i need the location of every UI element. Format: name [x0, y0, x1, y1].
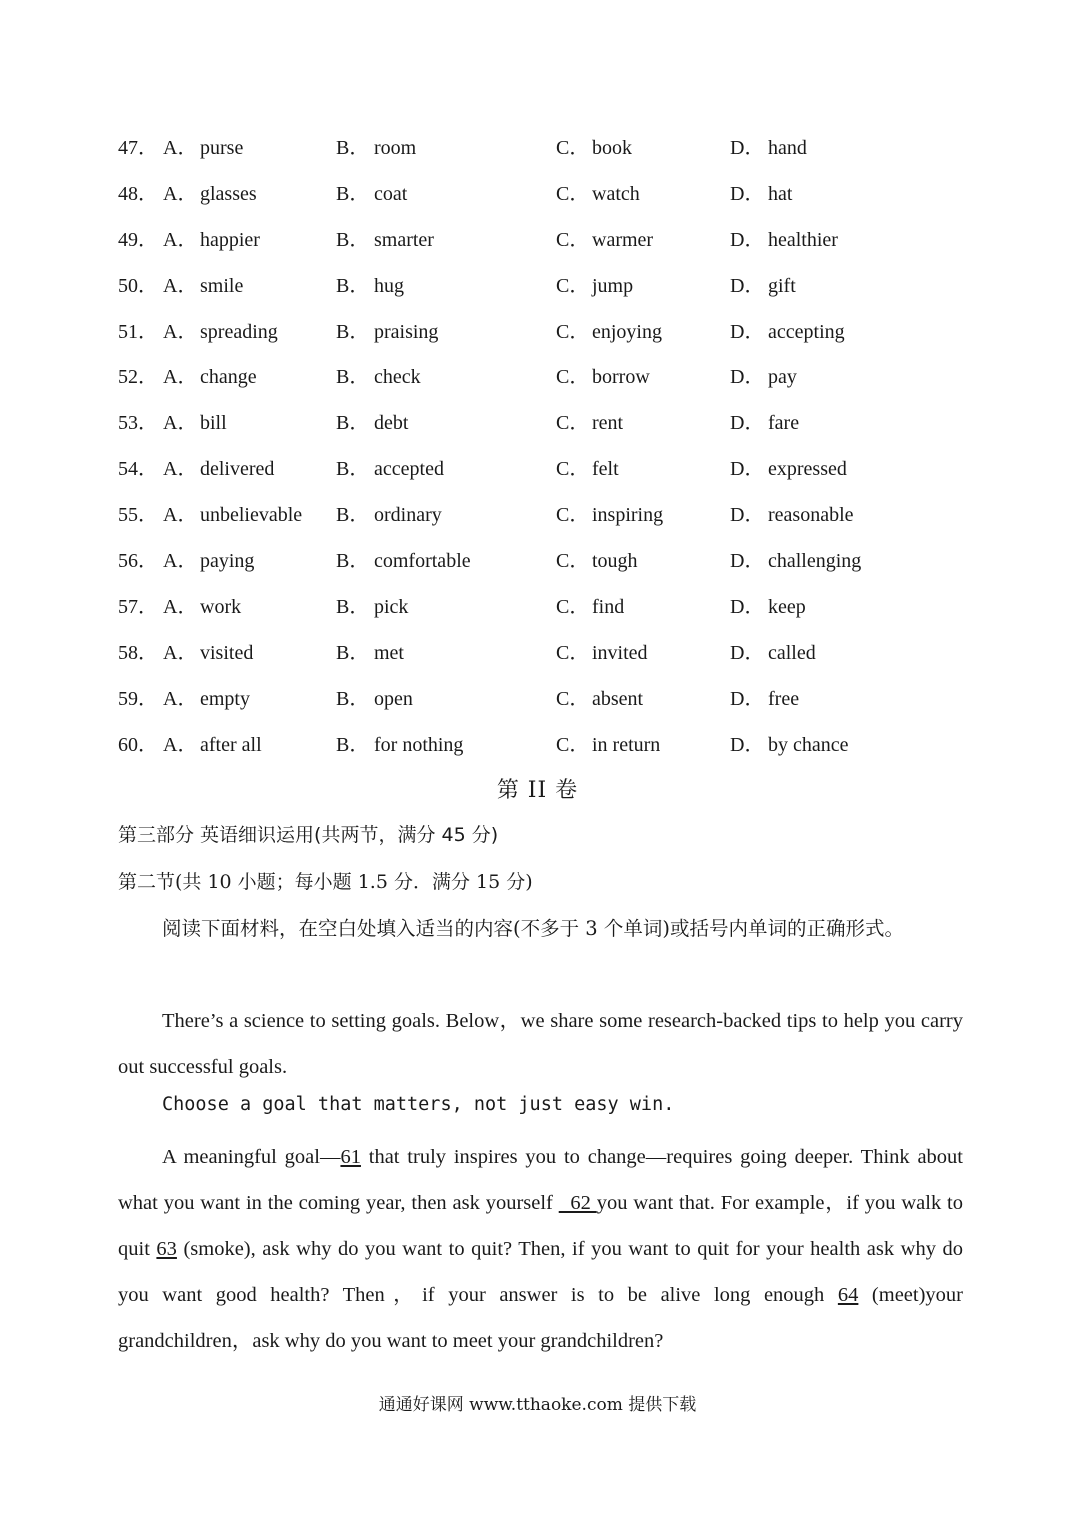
- option-d: healthier: [768, 228, 838, 251]
- question-number: 48．: [118, 182, 158, 205]
- option-letter-c: C．: [556, 274, 590, 297]
- text-segment: A meaningful goal—: [162, 1146, 341, 1168]
- question-row: [118, 590, 968, 636]
- option-a: visited: [200, 641, 254, 664]
- option-c: rent: [592, 412, 624, 435]
- question-number: 60．: [118, 733, 158, 756]
- option-c: jump: [592, 274, 634, 297]
- option-b: pick: [374, 595, 409, 618]
- option-letter-d: D．: [730, 550, 765, 573]
- text-segment: (meet)your grandchildren，ask why do you want to meet your grandchildren?: [118, 1284, 963, 1352]
- option-d: gift: [768, 274, 796, 297]
- option-d: challenging: [768, 550, 862, 573]
- option-c: in return: [592, 733, 661, 756]
- option-c: book: [592, 137, 632, 159]
- option-letter-a: A．: [163, 137, 198, 159]
- option-b: check: [374, 366, 421, 389]
- option-b: debt: [374, 412, 409, 435]
- option-c: find: [592, 595, 625, 618]
- question-row: [118, 360, 968, 406]
- option-c: borrow: [592, 366, 650, 389]
- option-letter-d: D．: [730, 182, 765, 205]
- question-row: [118, 498, 968, 544]
- option-d: keep: [768, 595, 806, 618]
- option-letter-d: D．: [730, 595, 765, 618]
- option-letter-d: D．: [730, 733, 765, 756]
- option-letter-b: B．: [336, 228, 370, 251]
- option-letter-a: A．: [163, 320, 198, 343]
- option-b: ordinary: [374, 504, 442, 527]
- question-number: 56．: [118, 550, 158, 573]
- option-c: watch: [592, 182, 640, 205]
- question-row: [118, 544, 968, 590]
- question-row: [118, 452, 968, 498]
- option-b: room: [374, 137, 417, 159]
- option-letter-b: B．: [336, 137, 370, 159]
- option-d: free: [768, 687, 800, 710]
- option-a: purse: [200, 137, 244, 159]
- option-letter-a: A．: [163, 504, 198, 527]
- option-letter-c: C．: [556, 595, 590, 618]
- option-a: smile: [200, 274, 244, 297]
- blank-62: 62: [558, 1192, 597, 1214]
- option-b: praising: [374, 320, 439, 343]
- question-row: [118, 269, 968, 315]
- option-b: for nothing: [374, 733, 464, 756]
- option-letter-a: A．: [163, 641, 198, 664]
- passage-paragraph-1: There’s a science to setting goals. Below，we share some research-backed tips to help you carry out successful goals.: [118, 1010, 963, 1078]
- option-a: unbelievable: [200, 504, 303, 527]
- option-c: invited: [592, 641, 648, 664]
- option-letter-d: D．: [730, 320, 765, 343]
- option-d: pay: [768, 366, 797, 389]
- question-number: 51．: [118, 320, 158, 343]
- option-letter-c: C．: [556, 182, 590, 205]
- option-letter-c: C．: [556, 228, 590, 251]
- blank-63: 63: [156, 1238, 177, 1260]
- option-letter-a: A．: [163, 595, 198, 618]
- question-row: [118, 223, 968, 269]
- option-c: inspiring: [592, 504, 664, 527]
- option-letter-b: B．: [336, 458, 370, 481]
- option-a: spreading: [200, 320, 278, 343]
- option-letter-c: C．: [556, 458, 590, 481]
- question-number: 54．: [118, 458, 158, 481]
- option-d: hand: [768, 137, 807, 159]
- question-number: 55．: [118, 504, 158, 527]
- blank-61: 61: [340, 1146, 361, 1168]
- option-letter-a: A．: [163, 412, 198, 435]
- option-b: smarter: [374, 228, 434, 251]
- option-letter-b: B．: [336, 412, 370, 435]
- option-d: expressed: [768, 458, 847, 481]
- section-title: 第 II 卷: [496, 778, 579, 803]
- question-number: 47．: [118, 137, 158, 159]
- option-b: comfortable: [374, 550, 471, 573]
- question-row: [118, 728, 968, 774]
- option-letter-a: A．: [163, 228, 198, 251]
- option-d: hat: [768, 182, 793, 205]
- option-a: paying: [200, 550, 255, 573]
- question-row: [118, 636, 968, 682]
- text-segment: that truly inspires you to change—requires going deeper. Think about what you want in the coming year, then ask yourself: [118, 1146, 963, 1214]
- question-row: [118, 315, 968, 361]
- question-row: [118, 177, 968, 223]
- answer-options: [118, 131, 968, 773]
- option-letter-b: B．: [336, 182, 370, 205]
- option-letter-d: D．: [730, 137, 765, 159]
- option-letter-a: A．: [163, 182, 198, 205]
- option-letter-d: D．: [730, 458, 765, 481]
- option-a: after all: [200, 733, 262, 756]
- option-letter-d: D．: [730, 641, 765, 664]
- option-letter-a: A．: [163, 274, 198, 297]
- option-d: by chance: [768, 733, 849, 756]
- option-letter-c: C．: [556, 641, 590, 664]
- instructions: 阅读下面材料，在空白处填入适当的内容(不多于 3 个单词)或括号内单词的正确形式。: [162, 917, 905, 940]
- option-letter-d: D．: [730, 412, 765, 435]
- option-letter-a: A．: [163, 366, 198, 389]
- question-number: 50．: [118, 274, 158, 297]
- option-letter-d: D．: [730, 228, 765, 251]
- option-a: glasses: [200, 182, 257, 205]
- option-a: happier: [200, 228, 260, 251]
- option-letter-b: B．: [336, 641, 370, 664]
- option-letter-b: B．: [336, 550, 370, 573]
- sub-title: 第二节(共 10 小题；每小题 1.5 分．满分 15 分): [118, 871, 533, 893]
- option-letter-c: C．: [556, 550, 590, 573]
- option-letter-c: C．: [556, 320, 590, 343]
- question-row: [118, 682, 968, 728]
- option-letter-c: C．: [556, 504, 590, 527]
- option-d: reasonable: [768, 504, 854, 527]
- question-row: [118, 406, 968, 452]
- option-a: work: [200, 595, 242, 618]
- option-c: absent: [592, 687, 644, 710]
- option-a: delivered: [200, 458, 275, 481]
- option-letter-c: C．: [556, 366, 590, 389]
- question-row: [118, 131, 968, 177]
- question-number: 57．: [118, 595, 158, 618]
- part-title: 第三部分 英语细识运用(共两节，满分 45 分): [118, 824, 499, 846]
- option-letter-b: B．: [336, 274, 370, 297]
- question-number: 53．: [118, 412, 158, 435]
- footer: 通通好课网 www.tthaoke.com 提供下载: [378, 1395, 697, 1415]
- option-c: felt: [592, 458, 619, 481]
- option-letter-b: B．: [336, 366, 370, 389]
- question-number: 52．: [118, 366, 158, 389]
- option-letter-b: B．: [336, 504, 370, 527]
- option-b: met: [374, 641, 404, 664]
- option-letter-c: C．: [556, 137, 590, 159]
- question-number: 59．: [118, 687, 158, 710]
- question-number: 58．: [118, 641, 158, 664]
- text-segment: (smoke), ask why do you want to quit? Then, if you want to quit for your health ask why do you want good health? Then，if your answer is to be alive long enough: [118, 1238, 963, 1306]
- option-c: enjoying: [592, 320, 662, 343]
- option-letter-b: B．: [336, 687, 370, 710]
- passage-heading: Choose a goal that matters, not just easy win.: [162, 1094, 675, 1115]
- option-letter-a: A．: [163, 550, 198, 573]
- option-d: accepting: [768, 320, 845, 343]
- option-d: fare: [768, 412, 800, 435]
- text-segment: you want that. For example，if you walk to quit: [118, 1192, 964, 1260]
- option-letter-b: B．: [336, 733, 370, 756]
- blank-64: 64: [837, 1284, 859, 1306]
- option-letter-d: D．: [730, 274, 765, 297]
- option-letter-d: D．: [730, 504, 765, 527]
- option-a: empty: [200, 687, 250, 710]
- option-letter-b: B．: [336, 595, 370, 618]
- option-letter-a: A．: [163, 458, 198, 481]
- option-b: open: [374, 687, 413, 710]
- option-letter-c: C．: [556, 733, 590, 756]
- option-c: warmer: [592, 228, 654, 251]
- option-letter-c: C．: [556, 687, 590, 710]
- option-letter-a: A．: [163, 687, 198, 710]
- option-b: coat: [374, 182, 408, 205]
- option-a: change: [200, 366, 257, 389]
- option-letter-c: C．: [556, 412, 590, 435]
- option-letter-b: B．: [336, 320, 370, 343]
- option-b: hug: [374, 274, 404, 297]
- passage-paragraph-2: [118, 1134, 963, 1364]
- question-number: 49．: [118, 228, 158, 251]
- option-b: accepted: [374, 458, 444, 481]
- option-letter-a: A．: [163, 733, 198, 756]
- option-d: called: [768, 641, 816, 664]
- option-letter-d: D．: [730, 366, 765, 389]
- option-a: bill: [200, 412, 227, 435]
- option-letter-d: D．: [730, 687, 765, 710]
- option-c: tough: [592, 550, 638, 573]
